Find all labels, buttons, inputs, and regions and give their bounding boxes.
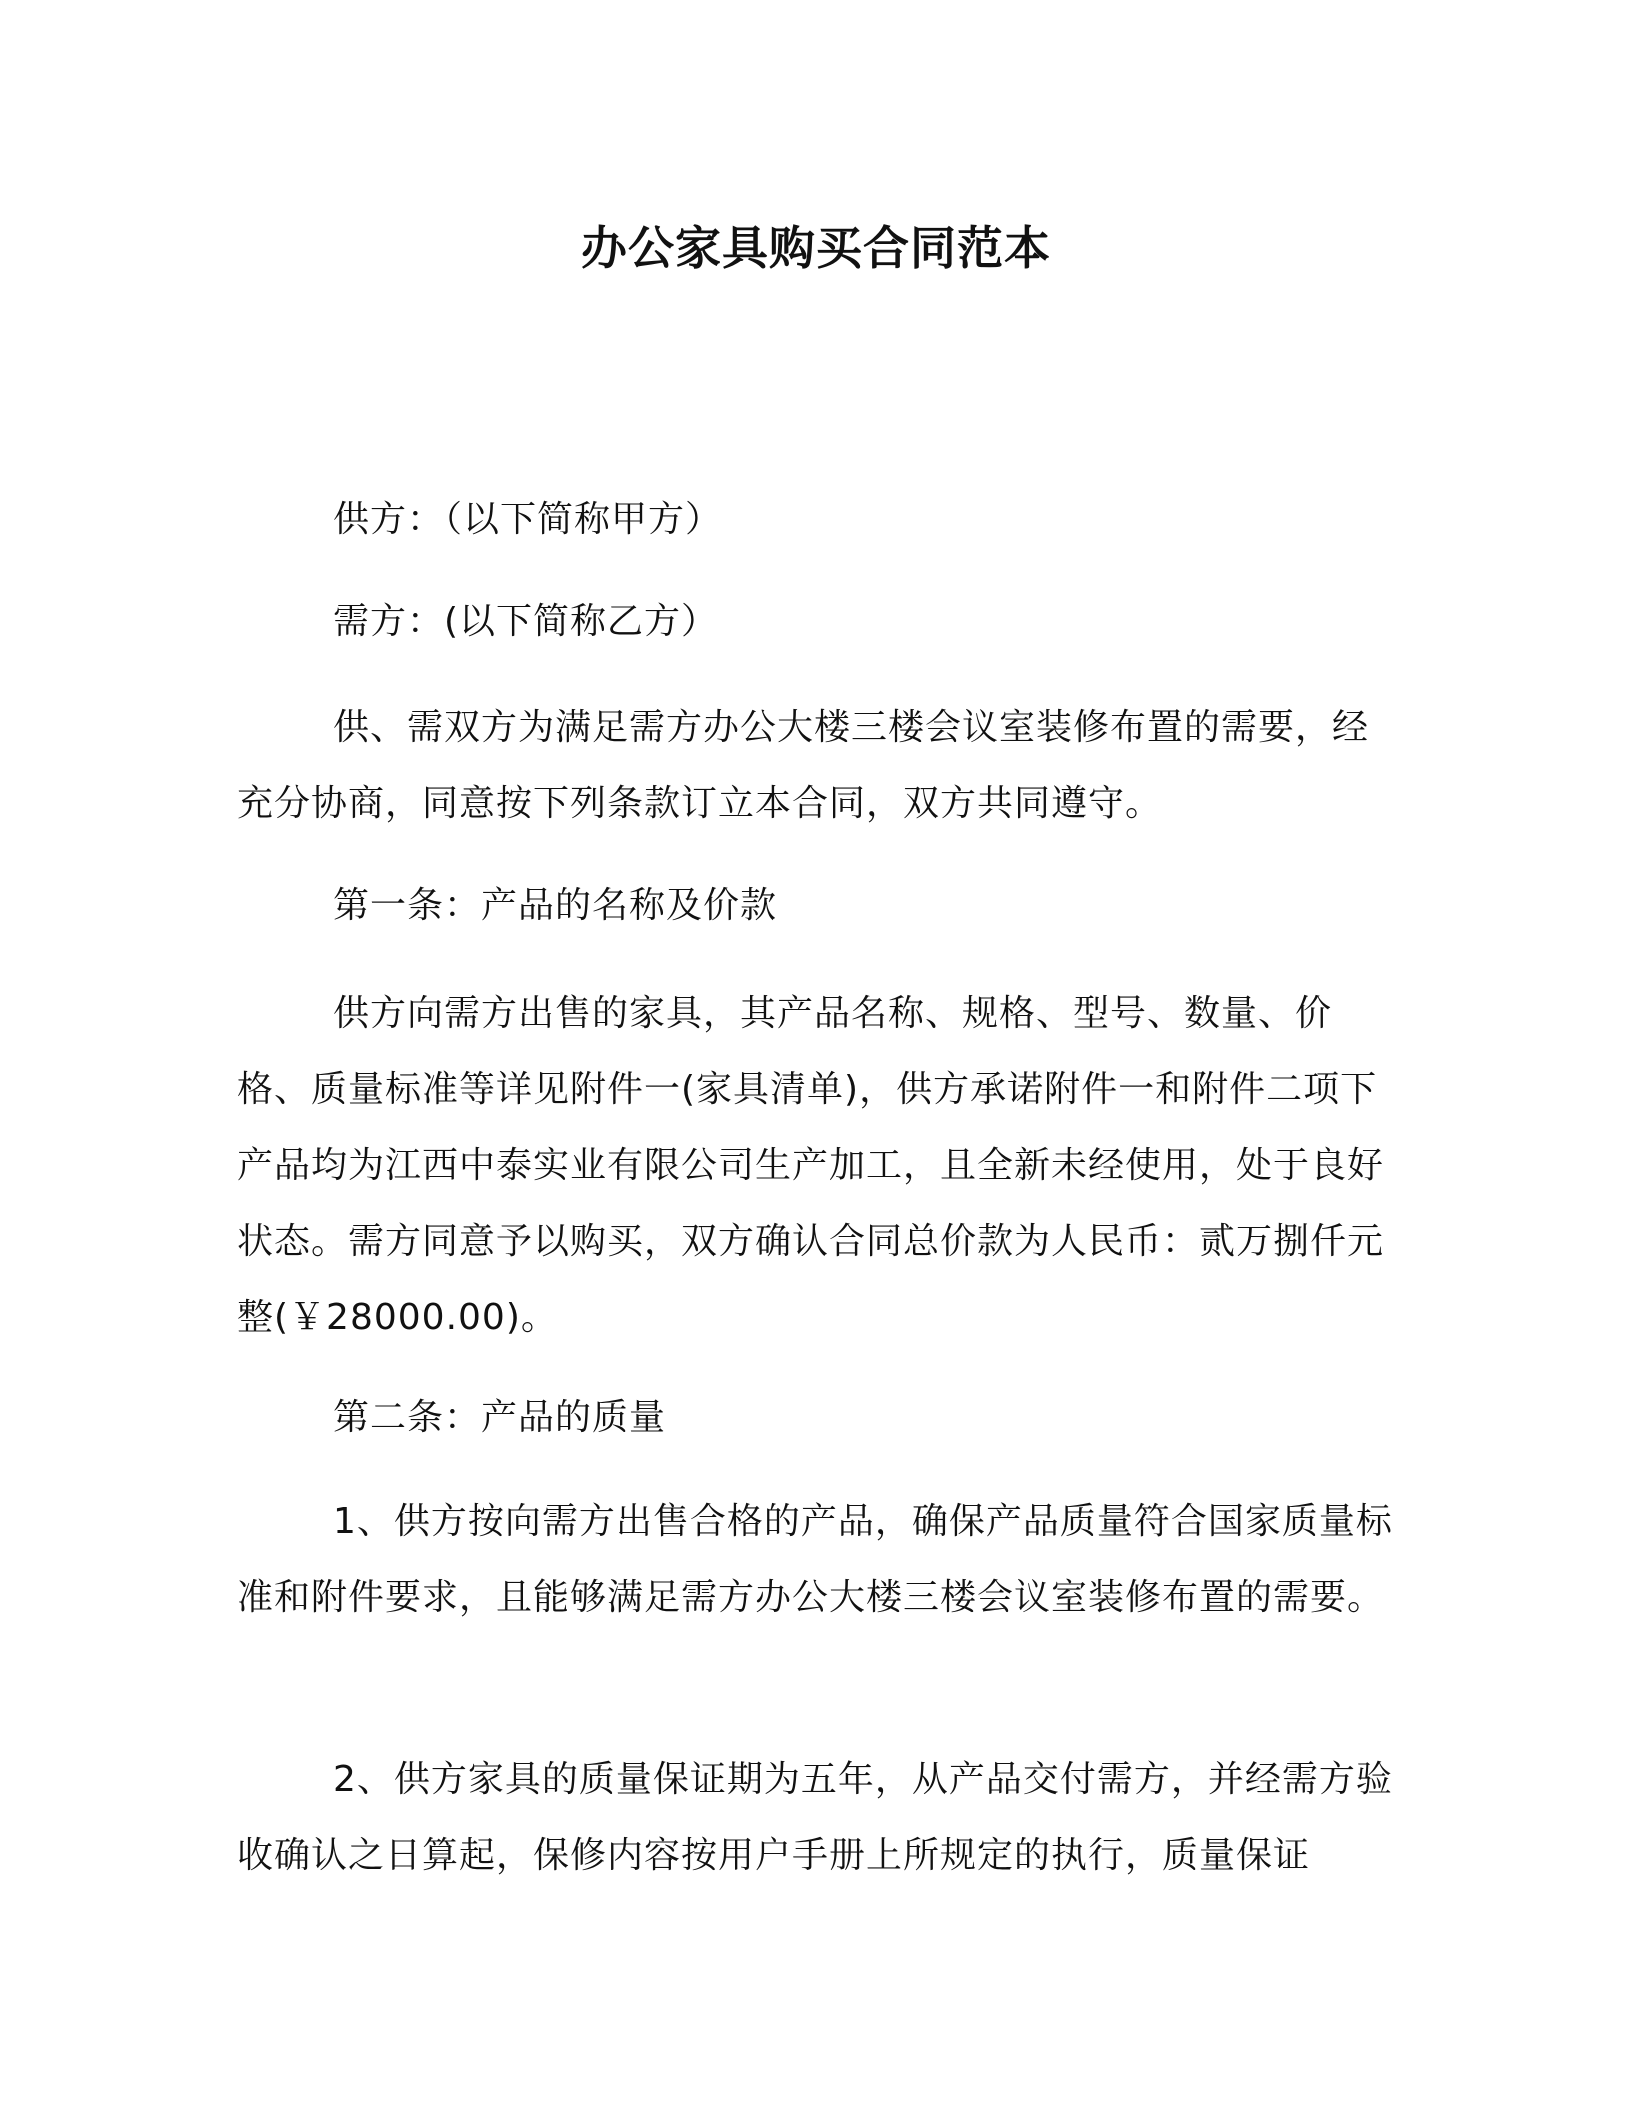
article-1-paragraph: 供方向需方出售的家具，其产品名称、规格、型号、数量、价格、质量标准等详见附件一(家具清单)，供方承诺附件一和附件二项下产品均为江西中泰实业有限公司生产加工，且全新未经使用，处于良好状态。需方同意予以购买，双方确认合同总价款为人民币：贰万捌仟元整(￥28000.00)。: [237, 993, 1385, 1338]
article-2-clause-2: 2、供方家具的质量保证期为五年，从产品交付需方，并经需方验收确认之日算起，保修内容按用户手册上所规定的执行，质量保证: [237, 1759, 1393, 1876]
article-2-heading: 第二条：产品的质量: [333, 1397, 667, 1438]
article-2-clause-1: 1、供方按向需方出售合格的产品，确保产品质量符合国家质量标准和附件要求，且能够满足需方办公大楼三楼会议室装修布置的需要。: [237, 1501, 1393, 1618]
document-title: 办公家具购买合同范本: [581, 221, 1051, 275]
buyer-line: 需方：(以下简称乙方）: [333, 601, 719, 642]
article-1-heading: 第一条：产品的名称及价款: [333, 885, 778, 926]
supplier-line: 供方：（以下简称甲方）: [333, 499, 723, 540]
preamble-paragraph: 供、需双方为满足需方办公大楼三楼会议室装修布置的需要，经充分协商，同意按下列条款订立本合同，双方共同遵守。: [237, 707, 1370, 824]
